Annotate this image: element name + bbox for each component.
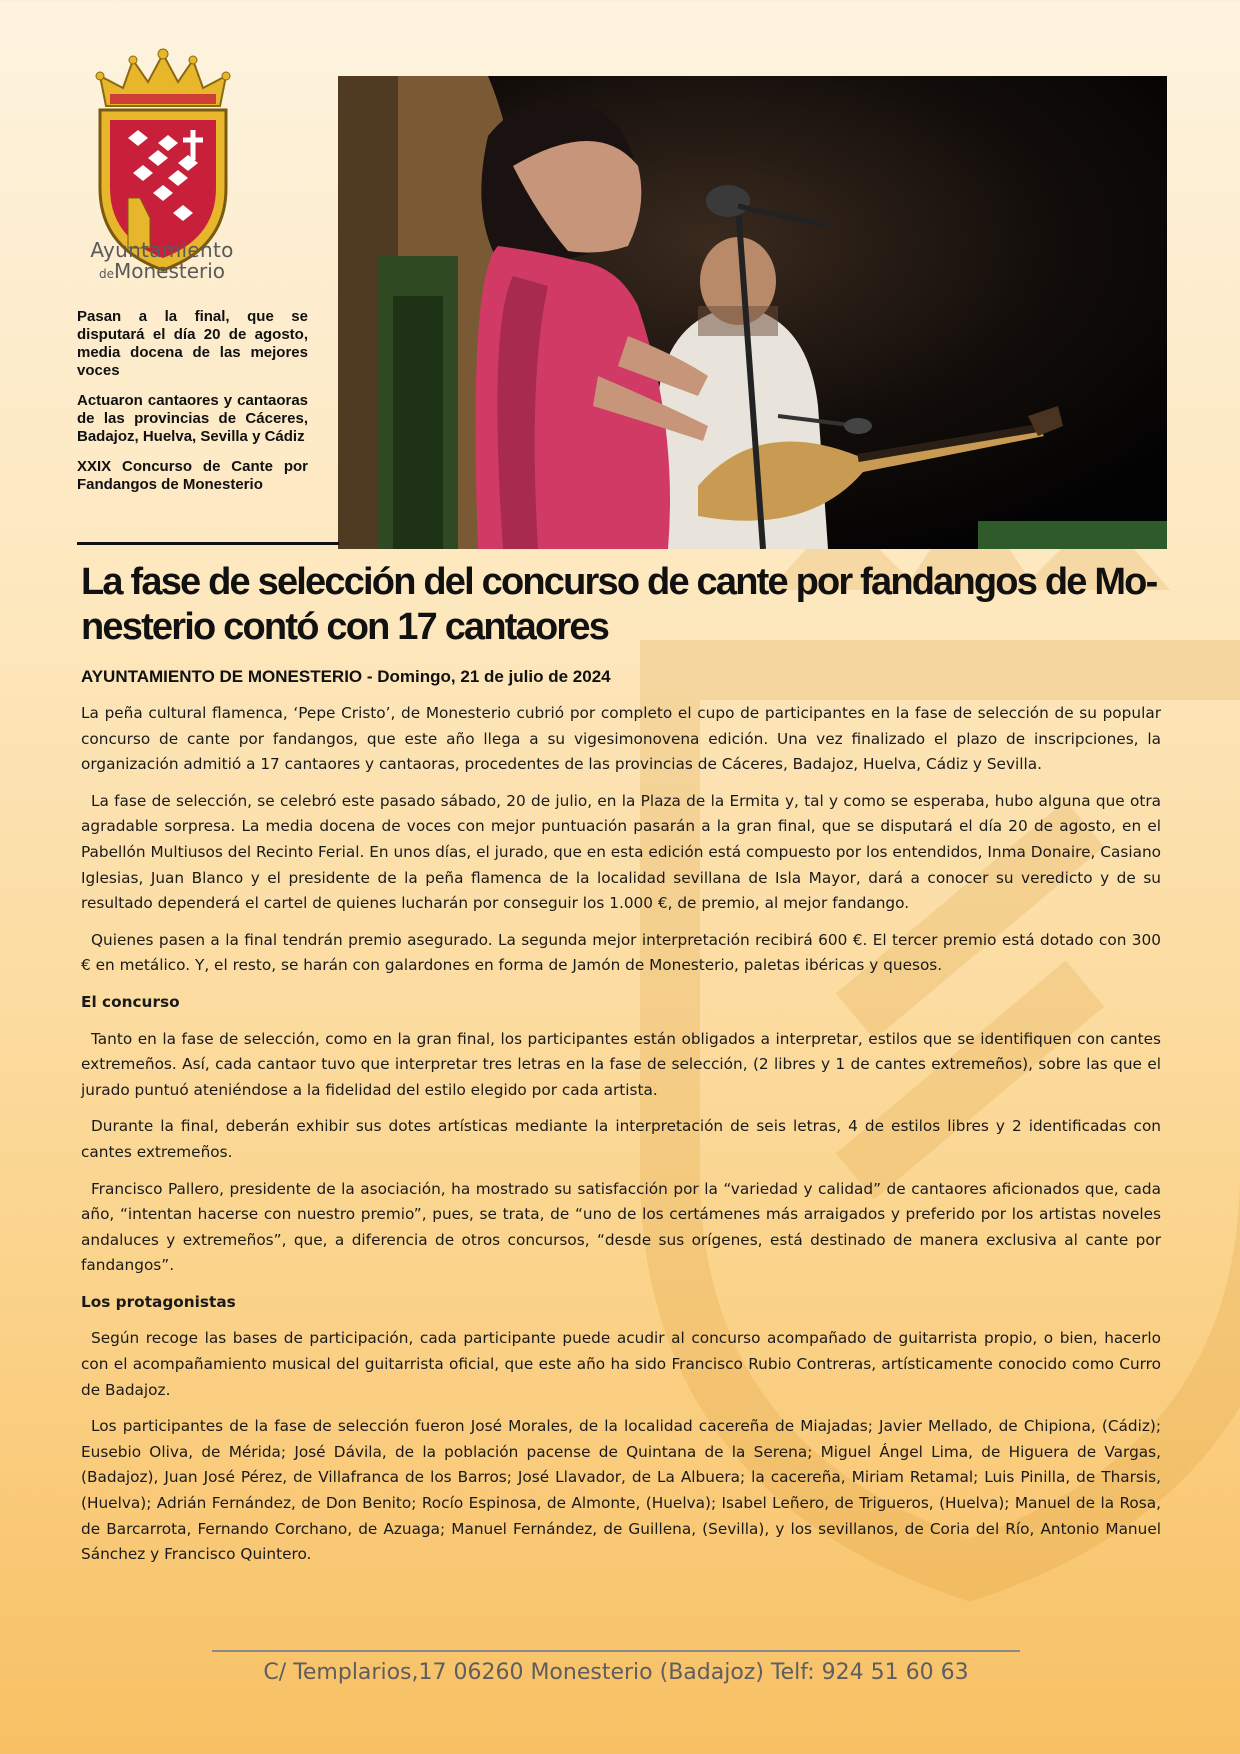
section-heading-concurso: El concurso <box>81 992 180 1011</box>
article-body <box>81 701 1161 1579</box>
article-paragraph: Francisco Pallero, presidente de la asociación, ha mostrado su satisfacción por la “variedad y calidad” de cantaores aficionados que, cada año, “intentan hacerse con nuestro premio”, pues, se trata, de “uno de los certámenes más arraigados y preferido por los artistas noveles andaluces y extremeños”, que, a diferencia de otros concursos, “desde sus orígenes, está destinado de manera exclusiva al cante por fandangos”. <box>81 1179 1161 1275</box>
footer-address: C/ Templarios,17 06260 Monesterio (Badajoz) Telf: 924 51 60 63 <box>263 1660 969 1685</box>
divider-rule <box>77 542 339 545</box>
byline <box>81 667 611 687</box>
highlights-sidebar <box>77 308 308 506</box>
footer-rule <box>212 1650 1020 1652</box>
highlight-1: Pasan a la final, que se disputará el día 20 de agosto, media docena de las mejores voces <box>77 308 308 379</box>
byline-date: - Domingo, 21 de julio de 2024 <box>362 667 611 686</box>
headline: La fase de selección del concurso de cante por fandangos de Monesterio contó con 17 cantaores <box>81 561 1159 648</box>
article-paragraph: La peña cultural flamenca, ‘Pepe Cristo’, de Monesterio cubrió por completo el cupo de participantes en la fase de selección de su popular concurso de cante por fandangos, que este año llega a su vigesimonovena edición. Una vez finalizado el plazo de inscripciones, la organización admitió a 17 cantaores y cantaoras, procedentes de las provincias de Cáceres, Badajoz, Huelva, Cádiz y Sevilla. <box>81 704 1161 774</box>
article-paragraph: Según recoge las bases de participación, cada participante puede acudir al concurso acompañado de guitarrista propio, o bien, hacerlo con el acompañamiento musical del guitarrista oficial, que este año ha sido Francisco Rubio Contreras, artísticamente conocido como Curro de Badajoz. <box>81 1329 1161 1399</box>
article-paragraph: Durante la final, deberán exhibir sus dotes artísticas mediante la interpretación de seis letras, 4 de estilos libres y 2 identificadas con cantes extremeños. <box>81 1117 1161 1161</box>
crown-icon <box>96 49 230 106</box>
article-paragraph: La fase de selección, se celebró este pasado sábado, 20 de julio, en la Plaza de la Ermita y, tal y como se esperaba, hubo alguna que otra agradable sorpresa. La media docena de voces con mejor puntuación pasarán a la gran final, que se disputará el día 20 de agosto, en el Pabellón Multiusos del Recinto Ferial. En unos días, el jurado, que en esta edición está compuesto por los entendidos, Inma Donaire, Casiano Iglesias, Juan Blanco y el presidente de la peña flamenca de la localidad sevillana de Isla Mayor, dará a conocer su veredicto y de su resultado dependerá el cartel de quienes lucharán por conseguir los 1.000 €, de premio, al mejor fandango. <box>81 791 1161 913</box>
logo-name-line2: deMonesterio <box>98 259 226 283</box>
concert-photo <box>338 76 1167 549</box>
article-paragraph: Los participantes de la fase de selección fueron José Morales, de la localidad cacereña de Miajadas; Javier Mellado, de Chipiona, (Cádiz); Eusebio Oliva, de Mérida; José Dávila, de la población pacense de Quintana de la Serena; Miguel Ángel Lima, de Higuera de Vargas, (Badajoz), Juan José Pérez, de Villafranca de los Barros; José Llavador, de La Albuera; la cacereña, Miriam Retamal; Luis Pinilla, de Tharsis, (Huelva); Adrián Fernández, de Don Benito; Rocío Espinosa, de Almonte, (Huelva); Isabel Leñero, de Trigueros, (Huelva); Manuel de la Rosa, de Barcarrota, Fernando Corchano, de Azuaga; Manuel Fernández, de Guillena, (Sevilla), y los sevillanos, de Coria del Río, Antonio Manuel Sánchez y Francisco Quintero. <box>81 1417 1161 1564</box>
byline-source: AYUNTAMIENTO DE MONESTERIO <box>81 667 363 686</box>
highlight-2: Actuaron cantaores y cantaoras de las provincias de Cáceres, Badajoz, Huelva, Sevilla y Cádiz <box>77 392 308 445</box>
logo-name-line1: Ayuntamiento <box>90 238 234 262</box>
highlight-3: XXIX Concurso de Cante por Fandangos de Monesterio <box>77 458 308 493</box>
article-paragraph: Quienes pasen a la final tendrán premio asegurado. La segunda mejor interpretación recibirá 600 €. El tercer premio está dotado con 300 € en metálico. Y, el resto, se harán con galardones en forma de Jamón de Monesterio, paletas ibéricas y quesos. <box>81 930 1161 975</box>
section-heading-protagonistas: Los protagonistas <box>81 1292 236 1311</box>
article-paragraph: Tanto en la fase de selección, como en la gran final, los participantes están obligados a interpretar, estilos que se identifiquen con cantes extremeños. Así, cada cantaor tuvo que interpretar tres letras en la fase de selección, (2 libres y 1 de cantes extremeños), sobre las que el jurado puntuó ateniéndose a la fidelidad del estilo elegido por cada artista. <box>81 1029 1161 1099</box>
logo-caption <box>82 238 242 283</box>
